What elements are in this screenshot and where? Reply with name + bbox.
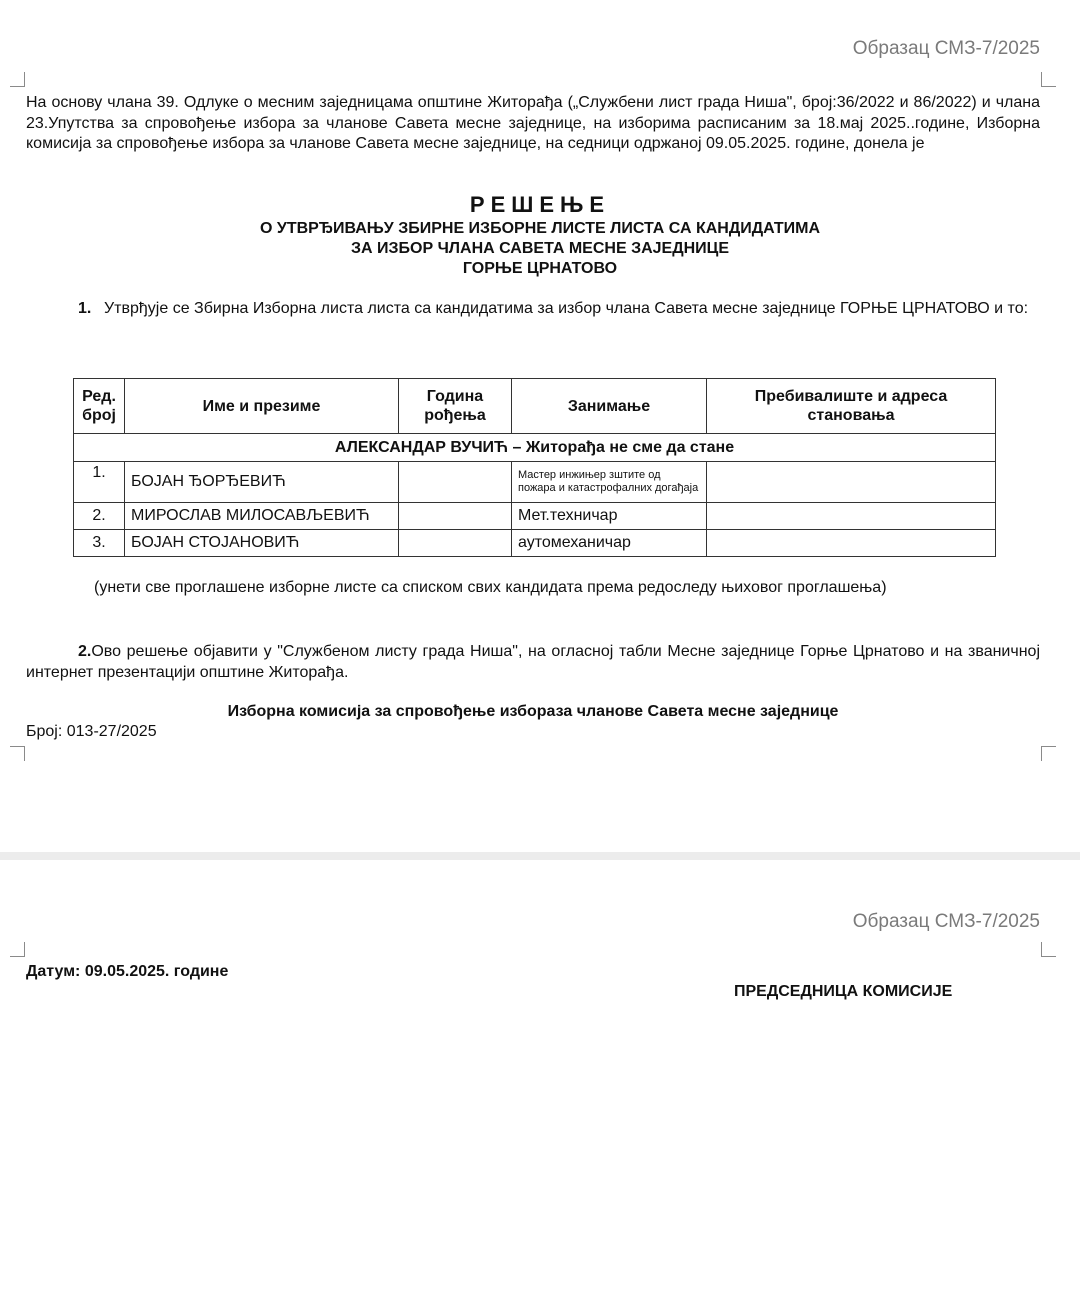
decision-date: Датум: 09.05.2025. године: [26, 963, 229, 980]
occupation: аутомеханичар: [512, 530, 707, 557]
decision-item-2: [26, 642, 1040, 683]
margin-corner-mark: [1041, 746, 1056, 761]
reference-number: Број: 013-27/2025: [26, 723, 157, 740]
column-header: Занимање: [512, 379, 707, 434]
candidate-name: МИРОСЛАВ МИЛОСАВЉЕВИЋ: [125, 503, 399, 530]
address: [707, 503, 996, 530]
item-number: 1.: [78, 300, 92, 317]
item-text: Утврђује се Збирна Изборна листа листа са кандидатима за избор члана Савета месне заједнице ГОРЊЕ ЦРНАТОВО и то:: [104, 300, 1029, 317]
occupation: Мастер инжињер зштите од пожара и катастрофалних догађаја: [518, 469, 699, 494]
row-number: 2.: [74, 503, 125, 530]
margin-corner-mark: [1041, 942, 1056, 957]
margin-corner-mark: [1041, 72, 1056, 87]
address: [707, 462, 996, 503]
subtitle-line-3: ГОРЊЕ ЦРНАТОВО: [462, 260, 618, 277]
birth-year: [399, 503, 512, 530]
signature-title: ПРЕДСЕДНИЦА КОМИСИЈЕ: [734, 983, 953, 1000]
decision-item-1: [78, 298, 1040, 319]
address: [707, 530, 996, 557]
electoral-list-row: [74, 434, 996, 462]
column-header: Име и презиме: [125, 379, 399, 434]
table-row: [74, 503, 996, 530]
subtitle-line-2: ЗА ИЗБОР ЧЛАНА САВЕТА МЕСНЕ ЗАЈЕДНИЦЕ: [350, 240, 730, 257]
margin-corner-mark: [10, 72, 25, 87]
candidate-name: БОЈАН СТОЈАНОВИЋ: [125, 530, 399, 557]
item-number: 2.: [78, 643, 92, 660]
subtitle-line-1: О УТВРЂИВАЊУ ЗБИРНЕ ИЗБОРНЕ ЛИСТЕ ЛИСТА СА КАНДИДАТИМА: [259, 220, 821, 237]
row-number: 3.: [74, 530, 125, 557]
row-number: 1.: [74, 462, 125, 503]
electoral-list-name: АЛЕКСАНДАР ВУЧИЋ – Житорађа не сме да стане: [74, 434, 996, 462]
document-title: РЕШЕЊЕ: [469, 192, 611, 217]
margin-corner-mark: [10, 942, 25, 957]
column-header: Пребивалиште и адреса становања: [707, 379, 996, 434]
page-separator: [0, 852, 1080, 860]
birth-year: [399, 462, 512, 503]
occupation: Мет.техничар: [512, 503, 707, 530]
table-header-row: [74, 379, 996, 434]
birth-year: [399, 530, 512, 557]
column-header: Ред. број: [74, 379, 125, 434]
candidate-name: БОЈАН ЂОРЂЕВИЋ: [125, 462, 399, 503]
intro-paragraph: На основу члана 39. Одлуке о месним заједницама општине Житорађа („Службени лист града Ниша", број:36/2022 и 86/2022) и члана 23.Упутства за спровођење избора за чланове Савета месне заједнице, на изборима расписаним за 18.мај 2025..године, Изборна комисија за спровођење избора за чланове Савета месне заједнице, на седници одржаној 09.05.2025. године, донела је: [26, 94, 1040, 152]
table-row: [74, 530, 996, 557]
candidate-list-table: [73, 378, 996, 557]
form-code: Образац СМЗ-7/2025: [852, 911, 1040, 932]
document-page-2: [0, 860, 1080, 1310]
form-code: Образац СМЗ-7/2025: [852, 38, 1040, 59]
item-text: Ово решење објавити у "Службеном листу града Ниша", на огласној табли Месне заједнице Горње Црнатово и на званичној интернет презентацији општине Житорађа.: [26, 643, 1040, 681]
instruction-note: (унети све проглашене изборне листе са списком свих кандидата према редоследу њиховог проглашења): [94, 579, 887, 596]
margin-corner-mark: [10, 746, 25, 761]
commission-name: Изборна комисија за спровођење избораза чланове Савета месне заједнице: [227, 703, 839, 720]
table-row: [74, 462, 996, 503]
column-header: Година рођења: [399, 379, 512, 434]
occupation-cell: [512, 462, 707, 503]
